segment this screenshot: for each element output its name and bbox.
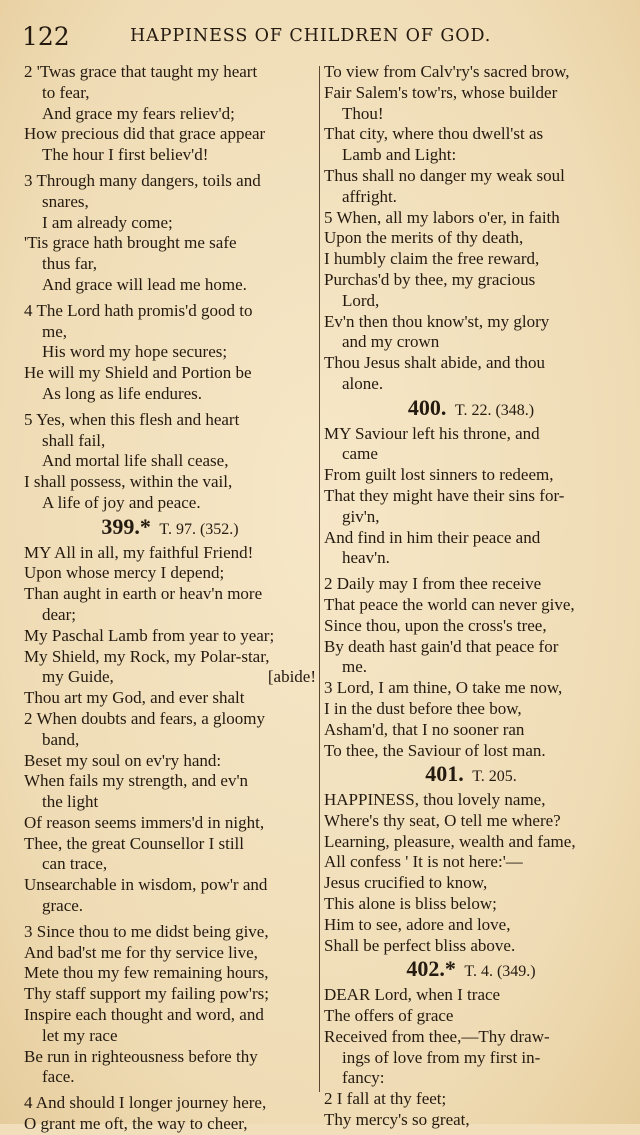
verse-line: 3 Through many dangers, toils and	[24, 170, 261, 190]
verse-line	[24, 667, 316, 688]
verse-line: Beset my soul on ev'ry hand:	[24, 750, 222, 770]
verse-line: snares,	[42, 191, 89, 211]
hymn-number: 400.	[407, 394, 447, 420]
stanza	[324, 678, 618, 761]
verse-line: me.	[342, 657, 368, 677]
verse-line: 'Tis grace hath brought me safe	[24, 233, 237, 253]
verse-line: Him to see, adore and love,	[324, 914, 511, 934]
verse-line: MY Saviour left his throne, and	[324, 423, 540, 443]
verse-line: Asham'd, that I no sooner ran	[324, 719, 525, 739]
verse-line: Lord,	[342, 290, 380, 310]
verse-line: To view from Calv'ry's sacred brow,	[324, 62, 570, 81]
stanza	[324, 985, 618, 1131]
verse-line: Inspire each thought and word, and	[24, 1005, 264, 1025]
verse-line: That city, where thou dwell'st as	[324, 124, 544, 144]
verse-line: alone.	[342, 373, 384, 393]
verse-line: 2 'Twas grace that taught my heart	[24, 62, 258, 81]
verse-line: Mete thou my few remaining hours,	[24, 963, 269, 983]
verse-line: And grace will lead me home.	[42, 274, 247, 294]
stanza	[24, 922, 316, 1088]
stanza	[24, 410, 316, 514]
verse-line: Upon whose mercy I depend;	[24, 563, 225, 583]
verse-line: A life of joy and peace.	[42, 492, 201, 512]
verse-line: Fair Salem's tow'rs, whose builder	[324, 82, 558, 102]
stanza	[24, 543, 316, 709]
verse-line: and my crown	[342, 332, 440, 352]
verse-line: Thus shall no danger my weak soul	[324, 165, 565, 185]
tune-reference: T. 22. (348.)	[454, 401, 535, 419]
hymn-heading	[324, 761, 618, 788]
verse-line: And grace my fears reliev'd;	[42, 103, 235, 123]
verse-line: This alone is bliss below;	[324, 894, 497, 914]
stanza	[324, 424, 618, 570]
verse-line: Thy staff support my failing pow'rs;	[24, 984, 269, 1004]
verse-line: As long as life endures.	[42, 383, 203, 403]
verse-line: 5 When, all my labors o'er, in faith	[324, 207, 560, 227]
stanza	[324, 574, 618, 678]
stanza	[324, 790, 618, 956]
verse-line: And mortal life shall cease,	[42, 451, 229, 471]
verse-line: By death hast gain'd that peace for	[324, 636, 559, 656]
verse-line: 2 I fall at thy feet;	[324, 1089, 447, 1109]
verse-line: MY All in all, my faithful Friend!	[24, 542, 254, 562]
verse-line: grace.	[42, 896, 84, 916]
verse-line: That peace the world can never give,	[324, 594, 575, 614]
verse-line: When fails my strength, and ev'n	[24, 771, 249, 791]
hymn-number: 399.*	[101, 513, 151, 539]
verse-line: I am already come;	[42, 212, 173, 232]
verse-line: shall fail,	[42, 430, 106, 450]
verse-line: Received from thee,—Thy draw-	[324, 1026, 550, 1046]
stanza	[324, 62, 618, 208]
verse-line: 5 Yes, when this flesh and heart	[24, 409, 240, 429]
verse-line: Thou!	[342, 103, 384, 123]
hymn-number: 401.	[425, 761, 464, 787]
verse-line: Since thou, upon the cross's tree,	[324, 615, 547, 635]
verse-line: Learning, pleasure, wealth and fame,	[324, 831, 576, 851]
verse-line: 2 Daily may I from thee receive	[324, 574, 542, 594]
verse-line: Thy mercy's so great,	[324, 1110, 470, 1130]
verse-line: The hour I first believ'd!	[42, 145, 209, 165]
verse-line: thus far,	[42, 254, 98, 274]
hymn-heading	[324, 394, 618, 422]
verse-line: dear;	[42, 604, 76, 624]
stanza	[324, 208, 618, 395]
verse-line: Be run in righteousness before thy	[24, 1046, 258, 1066]
stanza	[24, 1093, 316, 1135]
verse-line: to fear,	[42, 82, 90, 102]
verse-line: Jesus crucified to know,	[324, 873, 488, 893]
verse-line: My Paschal Lamb from year to year;	[24, 625, 275, 645]
verse-line: fancy:	[342, 1068, 385, 1088]
verse-line: Unsearchable in wisdom, pow'r and	[24, 875, 268, 895]
verse-line: Thee, the great Counsellor I still	[24, 833, 244, 853]
verse-line: My Shield, my Rock, my Polar-star,	[24, 646, 270, 666]
verse-line: His word my hope secures;	[42, 342, 228, 362]
stanza	[24, 301, 316, 405]
verse-line: I in the dust before thee bow,	[324, 698, 522, 718]
verse-line: And find in him their peace and	[324, 527, 541, 547]
stanza	[24, 171, 316, 296]
running-title: HAPPINESS OF CHILDREN OF GOD.	[130, 26, 492, 46]
verse-line: I shall possess, within the vail,	[24, 472, 233, 492]
stanza	[24, 62, 316, 166]
verse-line: Thou art my God, and ever shalt	[24, 688, 245, 708]
verse-line: And bad'st me for thy service live,	[24, 942, 258, 962]
verse-line: I humbly claim the free reward,	[324, 249, 540, 269]
verse-line: 3 Since thou to me didst being give,	[24, 921, 269, 941]
verse-line: 2 When doubts and fears, a gloomy	[24, 708, 265, 728]
verse-line: 3 Lord, I am thine, O take me now,	[324, 678, 563, 698]
verse-line: giv'n,	[342, 506, 380, 526]
verse-line: band,	[42, 729, 80, 749]
hymn-heading	[324, 956, 618, 983]
verse-line: face.	[42, 1067, 75, 1087]
verse-line: HAPPINESS, thou lovely name,	[324, 790, 546, 810]
verse-line: From guilt lost sinners to redeem,	[324, 465, 554, 485]
hymn-number: 402.*	[406, 956, 456, 982]
verse-line: O grant me oft, the way to cheer,	[24, 1114, 248, 1134]
tune-reference: T. 205.	[472, 768, 517, 786]
hymn-heading	[24, 513, 316, 541]
verse-line: DEAR Lord, when I trace	[324, 985, 501, 1005]
verse-line: me,	[42, 321, 68, 341]
verse-line: Where's thy seat, O tell me where?	[324, 810, 561, 830]
right-column	[324, 62, 618, 1131]
verse-line: can trace,	[42, 854, 108, 874]
verse-line: Shall be perfect bliss above.	[324, 935, 516, 955]
verse-line: He will my Shield and Portion be	[24, 363, 252, 383]
column-divider	[319, 66, 320, 1092]
verse-line: Of reason seems immers'd in night,	[24, 812, 265, 832]
verse-line: Than aught in earth or heav'n more	[24, 584, 263, 604]
verse-line: Lamb and Light:	[342, 145, 457, 165]
verse-turnover: [abide!	[267, 667, 316, 687]
verse-line: Thou Jesus shalt abide, and thou	[324, 353, 545, 373]
page-number: 122	[22, 22, 70, 51]
verse-line: The offers of grace	[324, 1006, 454, 1026]
verse-line: ings of love from my first in-	[342, 1047, 541, 1067]
verse-line: To thee, the Saviour of lost man.	[324, 740, 546, 760]
verse-line: That they might have their sins for-	[324, 485, 565, 505]
verse-fragment: my Guide,	[42, 667, 114, 687]
verse-line: let my race	[42, 1025, 118, 1045]
verse-line: Purchas'd by thee, my gracious	[324, 269, 536, 289]
tune-reference: T. 4. (349.)	[464, 963, 536, 981]
stanza	[24, 709, 316, 917]
verse-line: Upon the merits of thy death,	[324, 228, 524, 248]
verse-line: heav'n.	[342, 548, 390, 568]
verse-line: the light	[42, 792, 99, 812]
verse-line: affright.	[342, 186, 397, 206]
verse-line: 4 And should I longer journey here,	[24, 1093, 267, 1113]
page-header	[22, 20, 622, 54]
tune-reference: T. 97. (352.)	[159, 520, 239, 538]
verse-line: 4 The Lord hath promis'd good to	[24, 300, 253, 320]
left-column	[24, 62, 316, 1135]
verse-line: Ev'n then thou know'st, my glory	[324, 311, 550, 331]
verse-line: came	[342, 444, 378, 464]
verse-line: How precious did that grace appear	[24, 124, 266, 144]
verse-line: All confess ' It is not here:'—	[324, 852, 523, 872]
